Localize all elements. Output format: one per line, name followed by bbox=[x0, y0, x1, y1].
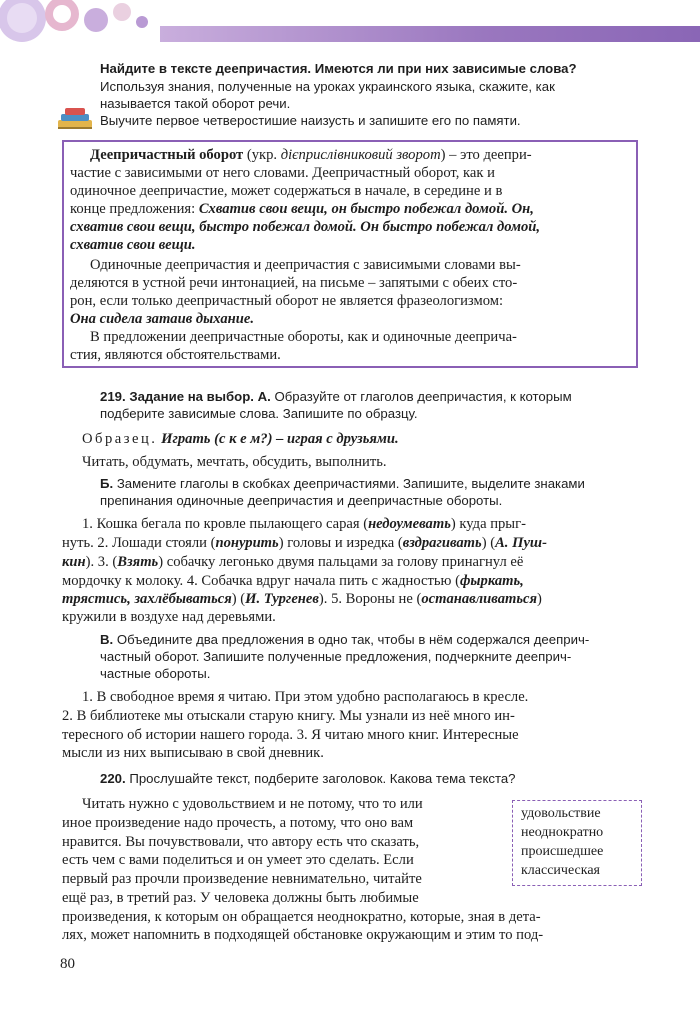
task-219-line-1: 219. Задание на выбор. А. Образуйте от глаголов деепричастия, к которым bbox=[100, 389, 572, 404]
rule-line-3: одиночное деепричастие, может содержаться в начале, в середине и в bbox=[70, 183, 503, 199]
task-219-c-line-1: В. Объедините два предложения в одно так, чтобы в нём содержался дееприч- bbox=[100, 632, 590, 647]
task-220-line-5: первый раз прочли произведение невнимательно, читайте bbox=[62, 871, 422, 887]
rule-line-12: стия, являются обстоятельствами. bbox=[70, 347, 281, 363]
intro-question-2-line-1: Используя знания, полученные на уроках украинского языка, скажите, как bbox=[100, 79, 555, 94]
rule-line-10: Она сидела затаив дыхание. bbox=[70, 311, 255, 327]
task-220-line-2: иное произведение надо прочесть, а потому, что оно вам bbox=[62, 815, 414, 831]
rule-line-9: рон, если только деепричастный оборот не является фразеологизмом: bbox=[70, 293, 504, 309]
task-219-b-text-5: трястись, захлёбываться) (И. Тургенев). 5. Вороны не (останавливаться) bbox=[62, 591, 542, 607]
task-219-c-text-2: 2. В библиотеке мы отыскали старую книгу. Мы узнали из неё много ин- bbox=[62, 708, 515, 724]
task-219-c-text-4: мысли из них выписываю в свой дневник. bbox=[62, 745, 324, 761]
task-220-line-1: Читать нужно с удовольствием и не потому, что то или bbox=[82, 796, 423, 812]
page-number: 80 bbox=[60, 956, 75, 972]
vocabulary-word: удовольствие bbox=[521, 806, 601, 821]
task-219-c-text-1: 1. В свободное время я читаю. При этом удобно располагаюсь в кресле. bbox=[82, 689, 529, 705]
task-219-b-text-1: 1. Кошка бегала по кровле пылающего сарая (недоумевать) куда прыг- bbox=[82, 516, 526, 532]
rule-line-2: частие с зависимыми от него словами. Деепричастный оборот, как и bbox=[70, 165, 495, 181]
task-219-b-line-2: препинания одиночные деепричастия и деепричастные обороты. bbox=[100, 493, 503, 508]
task-219-sample: Образец. Играть (с к е м?) – играя с друзьями. bbox=[82, 431, 399, 447]
task-219-c-text-3: тересного об истории нашего города. 3. Я читаю много книг. Интересные bbox=[62, 727, 519, 743]
task-219-c-line-2: частный оборот. Запишите полученные предложения, подчеркните дееприч- bbox=[100, 649, 572, 664]
task-219-line-2: подберите зависимые слова. Запишите по образцу. bbox=[100, 406, 418, 421]
rule-line-7: Одиночные деепричастия и деепричастия с зависимыми словами вы- bbox=[90, 257, 521, 273]
task-219-b-text-4: мордочку к молоку. 4. Собачка вдруг начала пить с жадностью (фыркать, bbox=[62, 573, 524, 589]
intro-question-3: Выучите первое четверостишие наизусть и запишите его по памяти. bbox=[100, 113, 521, 128]
rule-line-6: схватив свои вещи. bbox=[70, 237, 196, 253]
books-icon bbox=[56, 106, 96, 132]
task-220-line-7: произведения, к которым он обращается неоднократно, которые, зная в дета- bbox=[62, 909, 541, 925]
rule-line-5: схватив свои вещи, быстро побежал домой. Он быстро побежал домой, bbox=[70, 219, 541, 235]
task-219-b-line-1: Б. Замените глаголы в скобках деепричастиями. Запишите, выделите знаками bbox=[100, 476, 585, 491]
intro-question-1: Найдите в тексте деепричастия. Имеются ли при них зависимые слова? bbox=[100, 61, 577, 76]
rule-line-1: Деепричастный оборот (укр. дієприслівниковий зворот) – это деепри- bbox=[90, 147, 532, 163]
task-220-line-8: лях, может напомнить в подходящей обстановке окружающим и этим то под- bbox=[62, 927, 544, 943]
vocabulary-word: классическая bbox=[521, 863, 600, 878]
intro-question-2-line-2: называется такой оборот речи. bbox=[100, 96, 291, 111]
vocabulary-word: происшедшее bbox=[521, 844, 604, 859]
rule-line-4: конце предложения: Схватив свои вещи, он быстро побежал домой. Он, bbox=[70, 201, 534, 217]
rule-line-11: В предложении деепричастные обороты, как и одиночные дееприча- bbox=[90, 329, 517, 345]
task-220-line-4: есть чем с вами поделиться и он умеет это сделать. Если bbox=[62, 852, 414, 868]
decorative-circles bbox=[0, 0, 160, 60]
task-219-verbs: Читать, обдумать, мечтать, обсудить, выполнить. bbox=[82, 454, 387, 470]
task-220-heading: 220. Прослушайте текст, подберите заголовок. Какова тема текста? bbox=[100, 771, 516, 786]
task-219-c-line-3: частные обороты. bbox=[100, 666, 211, 681]
vocabulary-word: неоднократно bbox=[521, 825, 604, 840]
task-220-line-6: ещё раз, в третий раз. У человека должны быть любимые bbox=[62, 890, 419, 906]
task-219-b-text-3: кин). 3. (Взять) собачку легонько двумя пальцами за голову принагнул её bbox=[62, 554, 524, 570]
task-219-b-text-2: нуть. 2. Лошади стояли (понурить) головы и изредка (вздрагивать) (А. Пуш- bbox=[62, 535, 547, 551]
task-219-b-text-6: кружили в воздухе над деревьями. bbox=[62, 609, 276, 625]
header-bar bbox=[160, 26, 700, 42]
rule-line-8: деляются в устной речи интонацией, на письме – запятыми с обеих сто- bbox=[70, 275, 518, 291]
task-220-line-3: нравится. Вы почувствовали, что автору есть что сказать, bbox=[62, 834, 420, 850]
